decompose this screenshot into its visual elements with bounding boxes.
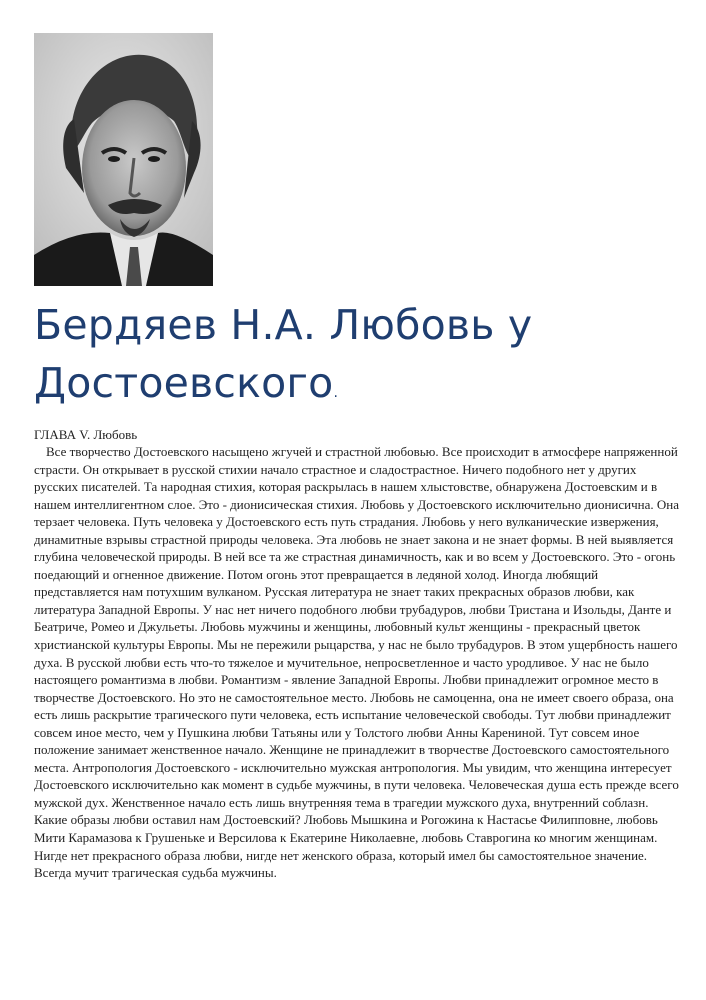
author-portrait [34,33,213,286]
portrait-photo [34,33,213,286]
chapter-heading: ГЛАВА V. Любовь [34,427,138,442]
document-title-text: Бердяев Н.А. Любовь у Достоевского [34,301,533,407]
title-trailing-dot: . [333,385,339,401]
body-paragraph: Все творчество Достоевского насыщено жгучей и страстной любовью. Все происходит в атмосфере напряженной страсти. Он открывает в русской стихии начало страстное и сладострастное. Ничего подобного нет у других русских писателей. Та народная стихия, которая раскрылась в нашем хлыстовстве, обнаружена Достоевским и в нашем интеллигентном слое. Это - дионисическая стихия. Любовь у Достоевского исключительно дионисична. Она терзает человека. Путь человека у Достоевского есть путь страдания. Любовь у него вулканические извержения, динамитные взрывы страстной природы человека. Эта любовь не знает закона и не знает формы. В ней выявляется глубина человеческой природы. В ней все та же страстная динамичность, как и во всем у Достоевского. Это - огонь поедающий и огненное движение. Потом огонь этот превращается в ледяной холод. Иногда любящий представляется нам потухшим вулканом. Русская литература не знает таких прекрасных образов любви, как литература Западной Европы. У нас нет ничего подобного любви трубадуров, любви Тристана и Изольды, Данте и Беатриче, Ромео и Джульеты. Любовь мужчины и женщины, любовный культ женщины - прекрасный цветок христианской культуры Европы. Мы не пережили рыцарства, у нас не было трубадуров. В этом ущербность нашего духа. В русской любви есть что-то тяжелое и мучительное, непросветленное и часто уродливое. У нас не было настоящего романтизма в любви. Романтизм - явление Западной Европы. Любви принадлежит огромное место в творчестве Достоевского. Но это не самостоятельное место. Любовь не самоценна, она не имеет своего образа, она есть лишь раскрытие трагического пути человека, есть испытание человеческой свободы. Тут любви принадлежит совсем иное место, чем у Пушкина любви Татьяны или у Толстого любви Анны Карениной. Тут совсем иное положение занимает женственное начало. Женщине не принадлежит в творчестве Достоевского самостоятельного места. Антропология Достоевского - исключительно мужская антропология. Мы увидим, что женщина интересует Достоевского исключительно как момент в судьбе мужчины, в пути человека. Человеческая душа есть прежде всего мужской дух. Женственное начало есть лишь внутренняя тема в трагедии мужского духа, внутренний соблазн. Какие образы любви оставил нам Достоевский? Любовь Мышкина и Рогожина к Настасье Филипповне, любовь Мити Карамазова к Грушеньке и Версилова к Екатерине Николаевне, любовь Ставрогина ко многим женщинам. Нигде нет прекрасного образа любви, нигде нет женского образа, который имел бы самостоятельное значение. Всегда мучит трагическая судьба мужчины. [34,444,679,881]
document-title [34,296,674,422]
